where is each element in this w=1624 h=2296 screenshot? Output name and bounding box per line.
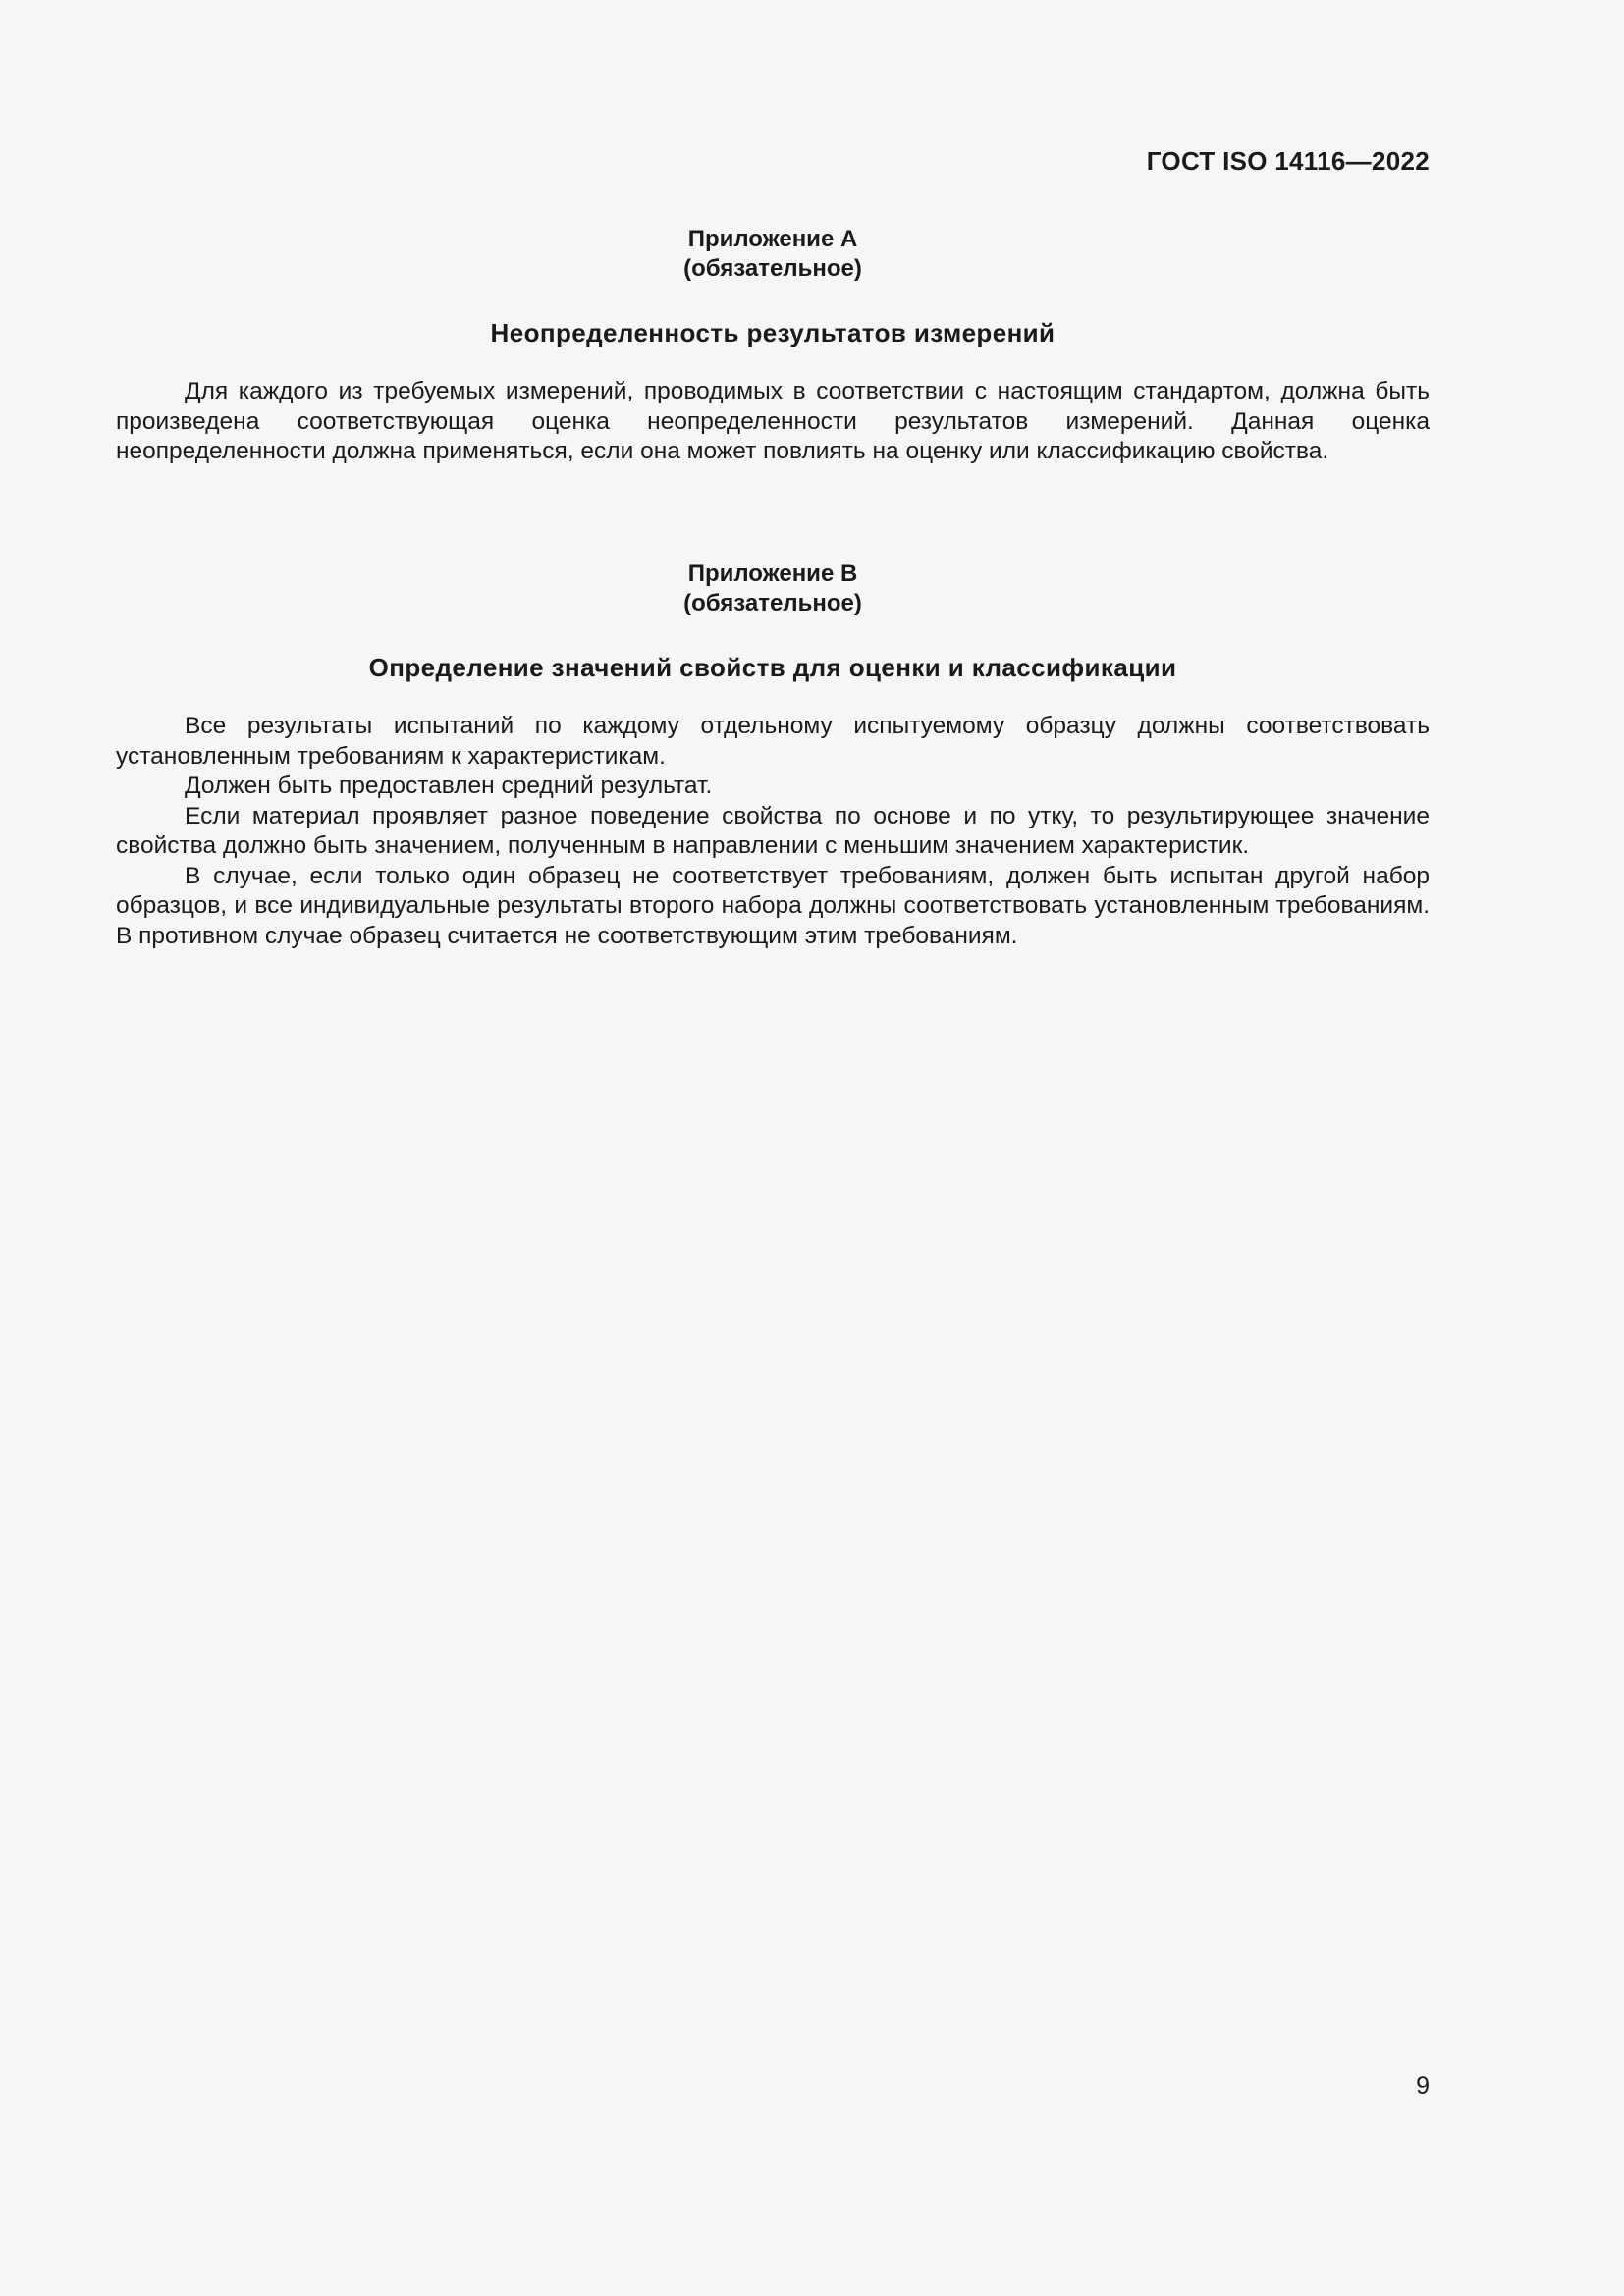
annex-b-paragraph: Все результаты испытаний по каждому отдельному испытуемому образцу должны соответствовать установленным требованиям к характеристикам. <box>116 713 1430 770</box>
annex-a-label: Приложение А <box>687 226 858 252</box>
annex-b-status: (обязательное) <box>683 590 862 616</box>
annex-b-paragraph: В случае, если только один образец не соответствует требованиям, должен быть испытан другой набор образцов, и все индивидуальные результаты второго набора должны соответствовать установленным требованиям. В противном случае образец считается не соответствующим этим требованиям. <box>116 862 1430 949</box>
page-number: 9 <box>1416 2072 1430 2100</box>
annex-b-body <box>116 712 1430 951</box>
annex-a-status: (обязательное) <box>683 255 862 282</box>
annex-b-title: Определение значений свойств для оценки и классификации <box>368 653 1177 682</box>
annex-a <box>116 225 1430 467</box>
annex-b-paragraph: Должен быть предоставлен средний результат. <box>185 773 713 799</box>
standard-header: ГОСТ ISO 14116—2022 <box>1146 146 1430 176</box>
annex-b-paragraph: Если материал проявляет разное поведение свойства по основе и по утку, то результирующее значение свойства должно быть значением, полученным в направлении с меньшим значением характеристик. <box>116 802 1430 859</box>
annex-a-title: Неопределенность результатов измерений <box>490 318 1056 347</box>
annex-b-label: Приложение В <box>687 561 858 587</box>
annex-b <box>116 560 1430 951</box>
annex-a-paragraph: Для каждого из требуемых измерений, проводимых в соответствии с настоящим стандартом, должна быть произведена соответствующая оценка неопределенности результатов измерений. Данная оценка неопределенности должна применяться, если она может повлиять на оценку или классификацию свойства. <box>116 378 1430 464</box>
annex-a-body <box>116 377 1430 467</box>
